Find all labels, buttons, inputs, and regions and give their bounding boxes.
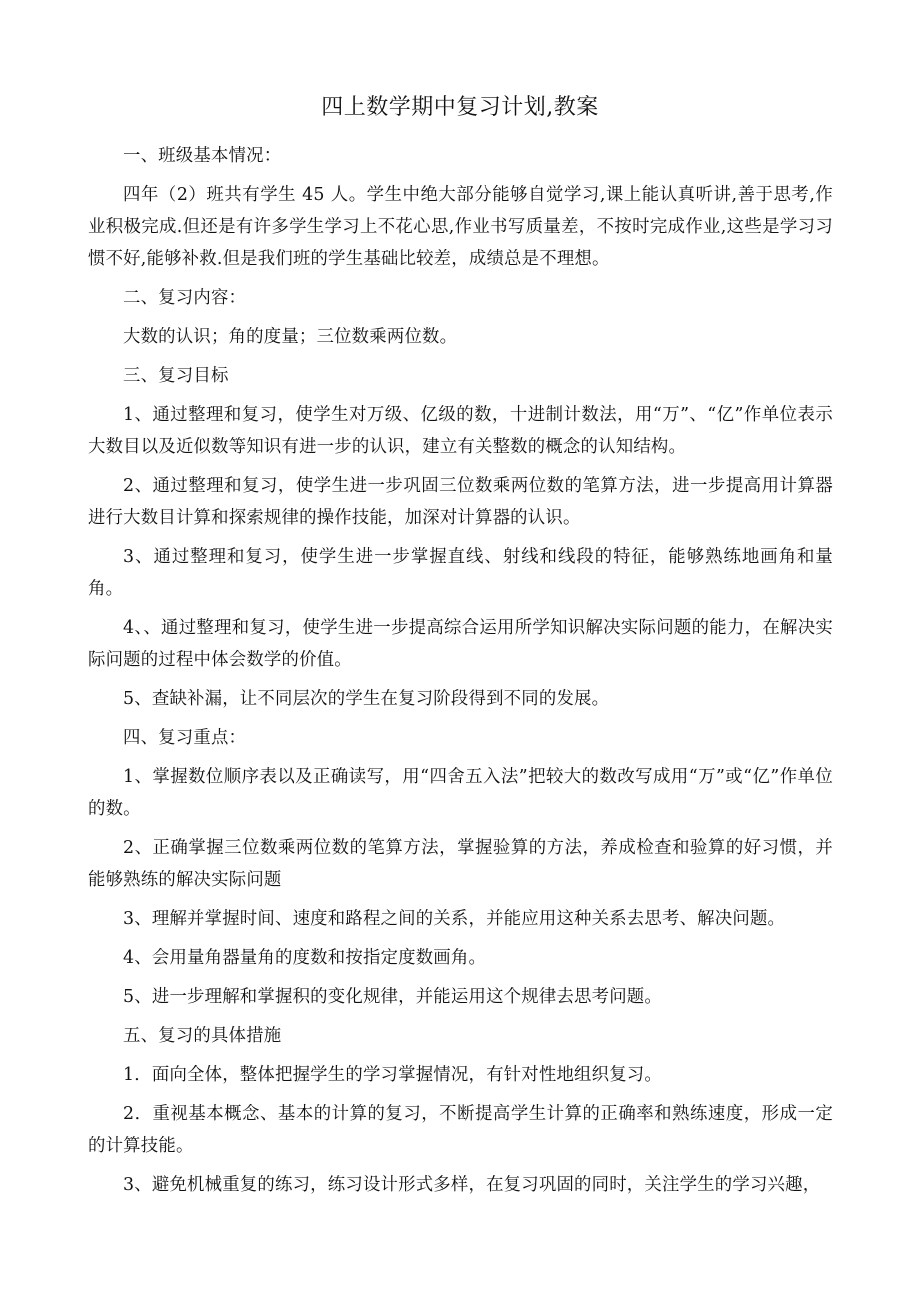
measure-item-1: 1．面向全体，整体把握学生的学习掌握情况，有针对性地组织复习。 [123,1065,662,1085]
measure-item-2: 2．重视基本概念、基本的计算的复习，不断提高学生计算的正确率和熟练速度，形成一定的计算技能。 [88,1104,833,1156]
key-point-5: 5、进一步理解和掌握积的变化规律，并能运用这个规律去思考问题。 [123,987,662,1007]
goal-item-4: 4、、通过整理和复习，使学生进一步提高综合运用所学知识解决实际问题的能力，在解决实际问题的过程中体会数学的价值。 [88,618,833,670]
paragraph-class-info: 四年（2）班共有学生 45 人。学生中绝大部分能够自觉学习,课上能认真听讲,善于思考,作业积极完成.但还是有许多学生学习上不花心思,作业书写质量差，不按时完成作业,这些是学习习惯不好,能够补救.但是我们班的学生基础比较差，成绩总是不理想。 [88,185,833,269]
paragraph-review-content: 大数的认识；角的度量；三位数乘两位数。 [123,327,458,347]
goal-item-3: 3、通过整理和复习，使学生进一步掌握直线、射线和线段的特征，能够熟练地画角和量角。 [88,547,833,599]
section-heading-review-goals: 三、复习目标 [123,366,229,386]
section-heading-review-content: 二、复习内容： [123,288,247,308]
key-point-4: 4、会用量角器量角的度数和按指定度数画角。 [123,948,487,968]
section-heading-measures: 五、复习的具体措施 [123,1026,282,1046]
key-point-1: 1、掌握数位顺序表以及正确读写，用“四舍五入法”把较大的数改写成用“万”或“亿”作单位的数。 [88,767,833,819]
goal-item-5: 5、查缺补漏，让不同层次的学生在复习阶段得到不同的发展。 [123,689,610,709]
document-body [88,140,833,1208]
key-point-2: 2、正确掌握三位数乘两位数的笔算方法，掌握验算的方法，养成检查和验算的好习惯，并能够熟练的解决实际问题 [88,838,833,890]
goal-item-1: 1、通过整理和复习，使学生对万级、亿级的数，十进制计数法，用“万”、“亿”作单位表示大数目以及近似数等知识有进一步的认识，建立有关整数的概念的认知结构。 [88,405,833,457]
goal-item-2: 2、通过整理和复习，使学生进一步巩固三位数乘两位数的笔算方法，进一步提高用计算器进行大数目计算和探索规律的操作技能，加深对计算器的认识。 [88,476,833,528]
measure-item-3: 3、避免机械重复的练习，练习设计形式多样，在复习巩固的同时，关注学生的学习兴趣， [123,1175,821,1195]
section-heading-key-points: 四、复习重点： [123,728,247,748]
key-point-3: 3、理解并掌握时间、速度和路程之间的关系，并能应用这种关系去思考、解决问题。 [123,909,786,929]
section-heading-class-info: 一、班级基本情况： [123,146,282,166]
document-title: 四上数学期中复习计划,教案 [321,95,599,120]
